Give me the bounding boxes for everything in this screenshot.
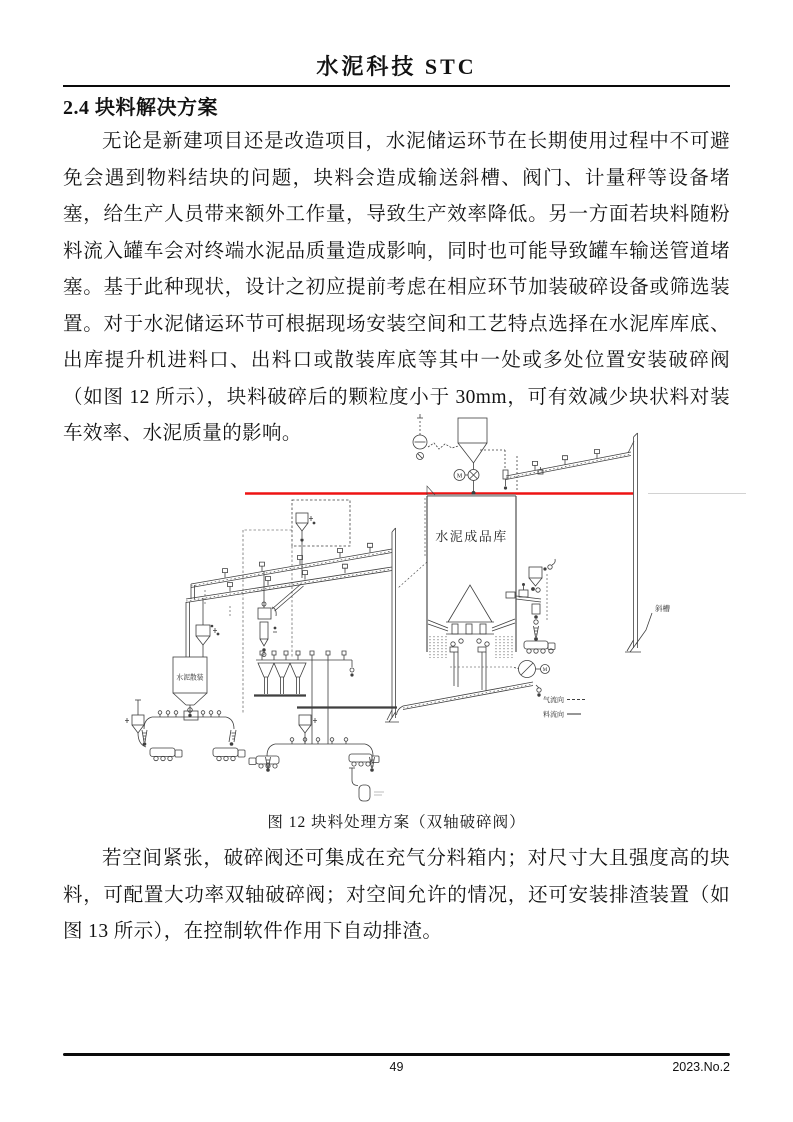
- paragraph-1: 无论是新建项目还是改造项目，水泥储运环节在长期使用过程中不可避免会遇到物料结块的问题，块料会造成输送斜槽、阀门、计量秤等设备堵塞，给生产人员带来额外工作量，导致生产效率降低。另一方面若块料随粉料流入罐车会对终端水泥品质量造成影响，同时也可能导致罐车输送管道堵塞。基于此种现状，设计之初应提前考虑在相应环节加装破碎设备或筛选装置。对于水泥储运环节可根据现场安装空间和工艺特点选择在水泥库库底、出库提升机进料口、出料口或散装库底等其中一处或多处位置安装破碎阀（如图 12 所示），块料破碎后的颗粒度小于 30mm，可有效减少块状料对装车效率、水泥质量的影响。: [63, 131, 730, 444]
- header-rule: [63, 85, 730, 87]
- middle-elevator-wall: [385, 528, 399, 722]
- top-hopper: [454, 418, 517, 495]
- middle-loading-station: [249, 738, 379, 772]
- main-silo-label: 水泥成品库: [435, 529, 508, 544]
- legend-air-flow-label: 气流向: [543, 696, 564, 704]
- footer-issue: 2023.No.2: [672, 1060, 730, 1074]
- right-air-slide: [503, 441, 634, 489]
- section-heading: 2.4 块料解决方案: [63, 97, 218, 119]
- air-vessel: [349, 768, 384, 801]
- bulk-silo-station: [125, 625, 317, 761]
- footer-rule: [63, 1053, 730, 1056]
- paragraph-2: 若空间紧张，破碎阀还可集成在充气分料箱内；对尺寸大且强度高的块料，可配置大功率双轴破碎阀；对空间允许的情况，还可安装排渣装置（如图 13 所示），在控制软件作用下自动排渣。: [63, 848, 730, 942]
- figure-caption: 图 12 块料处理方案（双轴破碎阀）: [267, 814, 526, 831]
- pressure-gauge: [413, 414, 458, 460]
- cyclone-row: [254, 651, 397, 744]
- journal-title: 水泥科技 STC: [316, 54, 477, 79]
- blower-motor-icon: M: [542, 668, 548, 673]
- legend-material-flow-label: 料流向: [543, 710, 564, 719]
- right-loading-station: [506, 559, 555, 653]
- footer-page-number: 49: [389, 1060, 404, 1074]
- figure-12: [110, 413, 755, 813]
- chute-label: 斜槽: [655, 604, 670, 613]
- left-air-slides: [186, 543, 392, 657]
- bottom-air-slide: [397, 682, 542, 715]
- crusher-stack: [258, 602, 277, 657]
- right-elevator-wall: [625, 433, 652, 652]
- process-diagram: [110, 413, 755, 813]
- motor-icon: M: [456, 473, 463, 480]
- flow-legend: [543, 695, 585, 719]
- bulk-silo-label: 水泥散装: [176, 674, 204, 682]
- main-silo: [398, 486, 516, 691]
